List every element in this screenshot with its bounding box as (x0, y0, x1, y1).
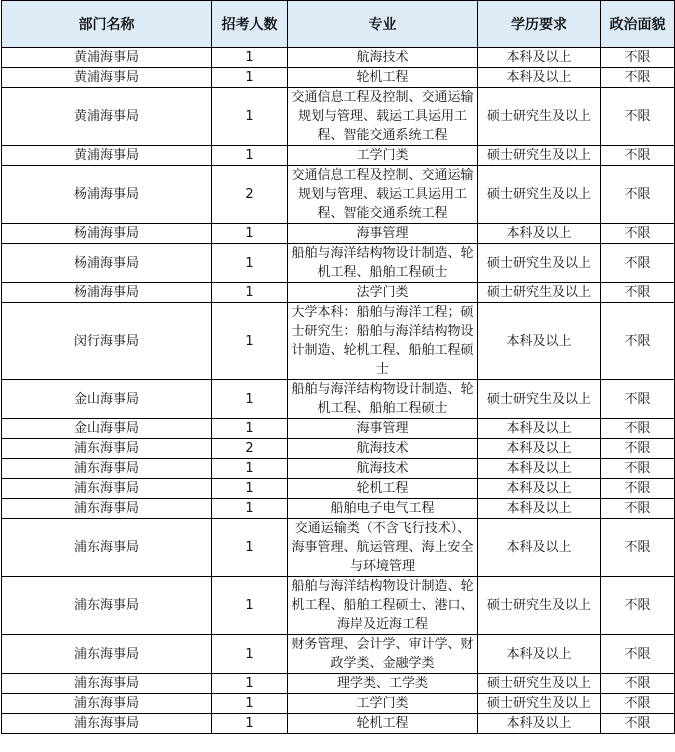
header-political: 政治面貌 (601, 1, 675, 48)
cell-political: 不限 (601, 459, 675, 479)
cell-dept: 浦东海事局 (2, 674, 212, 694)
cell-political: 不限 (601, 714, 675, 734)
cell-major: 船舶与海洋结构物设计制造、轮机工程、船舶工程硕士 (288, 380, 478, 419)
header-major: 专业 (288, 1, 478, 48)
cell-dept: 黄浦海事局 (2, 68, 212, 88)
cell-political: 不限 (601, 244, 675, 283)
cell-major: 工学门类 (288, 694, 478, 714)
cell-dept: 浦东海事局 (2, 635, 212, 674)
table-row (2, 577, 675, 635)
cell-edu: 硕士研究生及以上 (478, 694, 601, 714)
cell-count: 1 (212, 88, 288, 146)
cell-edu: 本科及以上 (478, 635, 601, 674)
table-row (2, 635, 675, 674)
cell-count: 1 (212, 499, 288, 519)
cell-political: 不限 (601, 380, 675, 419)
table-header (2, 1, 675, 48)
cell-edu: 本科及以上 (478, 224, 601, 244)
cell-dept: 浦东海事局 (2, 459, 212, 479)
cell-dept: 浦东海事局 (2, 714, 212, 734)
cell-dept: 浦东海事局 (2, 499, 212, 519)
cell-dept: 闵行海事局 (2, 303, 212, 380)
table-row (2, 48, 675, 68)
cell-edu: 硕士研究生及以上 (478, 577, 601, 635)
cell-major: 航海技术 (288, 459, 478, 479)
cell-edu: 本科及以上 (478, 519, 601, 577)
table-row (2, 166, 675, 224)
cell-count: 2 (212, 166, 288, 224)
cell-political: 不限 (601, 577, 675, 635)
cell-count: 1 (212, 577, 288, 635)
cell-political: 不限 (601, 499, 675, 519)
table-row (2, 714, 675, 734)
cell-count: 1 (212, 146, 288, 166)
cell-major: 海事管理 (288, 224, 478, 244)
cell-political: 不限 (601, 48, 675, 68)
cell-edu: 硕士研究生及以上 (478, 146, 601, 166)
cell-count: 1 (212, 303, 288, 380)
table-row (2, 499, 675, 519)
cell-political: 不限 (601, 303, 675, 380)
cell-count: 1 (212, 68, 288, 88)
cell-political: 不限 (601, 694, 675, 714)
table-row (2, 674, 675, 694)
cell-count: 1 (212, 635, 288, 674)
cell-dept: 黄浦海事局 (2, 146, 212, 166)
cell-political: 不限 (601, 88, 675, 146)
cell-political: 不限 (601, 146, 675, 166)
table-row (2, 88, 675, 146)
cell-dept: 浦东海事局 (2, 577, 212, 635)
cell-edu: 硕士研究生及以上 (478, 674, 601, 694)
cell-edu: 本科及以上 (478, 459, 601, 479)
cell-political: 不限 (601, 635, 675, 674)
cell-major: 航海技术 (288, 439, 478, 459)
cell-dept: 杨浦海事局 (2, 224, 212, 244)
cell-major: 轮机工程 (288, 714, 478, 734)
cell-count: 1 (212, 459, 288, 479)
cell-count: 1 (212, 48, 288, 68)
cell-dept: 浦东海事局 (2, 479, 212, 499)
cell-count: 1 (212, 283, 288, 303)
cell-major: 大学本科：船舶与海洋工程；硕士研究生：船舶与海洋结构物设计制造、轮机工程、船舶工程硕士 (288, 303, 478, 380)
table-row (2, 519, 675, 577)
cell-edu: 硕士研究生及以上 (478, 166, 601, 224)
recruitment-table (1, 0, 675, 734)
table-row (2, 459, 675, 479)
cell-dept: 杨浦海事局 (2, 244, 212, 283)
cell-count: 1 (212, 674, 288, 694)
cell-edu: 本科及以上 (478, 303, 601, 380)
cell-dept: 黄浦海事局 (2, 48, 212, 68)
cell-edu: 本科及以上 (478, 419, 601, 439)
table-row (2, 224, 675, 244)
table-row (2, 479, 675, 499)
cell-edu: 本科及以上 (478, 714, 601, 734)
cell-edu: 硕士研究生及以上 (478, 244, 601, 283)
cell-edu: 本科及以上 (478, 68, 601, 88)
cell-dept: 杨浦海事局 (2, 283, 212, 303)
cell-edu: 本科及以上 (478, 499, 601, 519)
cell-edu: 本科及以上 (478, 479, 601, 499)
cell-count: 1 (212, 519, 288, 577)
table-row (2, 146, 675, 166)
cell-major: 法学门类 (288, 283, 478, 303)
cell-major: 理学类、工学类 (288, 674, 478, 694)
table-row (2, 68, 675, 88)
cell-political: 不限 (601, 439, 675, 459)
cell-edu: 硕士研究生及以上 (478, 88, 601, 146)
cell-major: 交通信息工程及控制、交通运输规划与管理、载运工具运用工程、智能交通系统工程 (288, 166, 478, 224)
header-dept: 部门名称 (2, 1, 212, 48)
cell-political: 不限 (601, 68, 675, 88)
header-row (2, 1, 675, 48)
cell-count: 1 (212, 419, 288, 439)
cell-major: 海事管理 (288, 419, 478, 439)
table-row (2, 303, 675, 380)
cell-count: 1 (212, 479, 288, 499)
cell-political: 不限 (601, 674, 675, 694)
cell-major: 船舶与海洋结构物设计制造、轮机工程、船舶工程硕士 (288, 244, 478, 283)
cell-major: 交通信息工程及控制、交通运输规划与管理、载运工具运用工程、智能交通系统工程 (288, 88, 478, 146)
cell-major: 轮机工程 (288, 68, 478, 88)
cell-political: 不限 (601, 224, 675, 244)
table-row (2, 439, 675, 459)
cell-dept: 浦东海事局 (2, 694, 212, 714)
cell-dept: 杨浦海事局 (2, 166, 212, 224)
cell-count: 1 (212, 224, 288, 244)
cell-political: 不限 (601, 283, 675, 303)
header-count: 招考人数 (212, 1, 288, 48)
cell-edu: 本科及以上 (478, 48, 601, 68)
header-edu: 学历要求 (478, 1, 601, 48)
cell-political: 不限 (601, 519, 675, 577)
cell-major: 航海技术 (288, 48, 478, 68)
cell-major: 船舶与海洋结构物设计制造、轮机工程、船舶工程硕士、港口、海岸及近海工程 (288, 577, 478, 635)
table-row (2, 380, 675, 419)
cell-count: 1 (212, 714, 288, 734)
cell-political: 不限 (601, 166, 675, 224)
cell-edu: 硕士研究生及以上 (478, 380, 601, 419)
cell-major: 财务管理、会计学、审计学、财政学类、金融学类 (288, 635, 478, 674)
cell-dept: 黄浦海事局 (2, 88, 212, 146)
cell-dept: 浦东海事局 (2, 439, 212, 459)
cell-major: 船舶电子电气工程 (288, 499, 478, 519)
table-row (2, 244, 675, 283)
table-row (2, 419, 675, 439)
table-body (2, 48, 675, 734)
cell-political: 不限 (601, 419, 675, 439)
cell-dept: 浦东海事局 (2, 519, 212, 577)
cell-count: 1 (212, 380, 288, 419)
cell-major: 工学门类 (288, 146, 478, 166)
table-row (2, 694, 675, 714)
cell-political: 不限 (601, 479, 675, 499)
cell-count: 1 (212, 244, 288, 283)
cell-dept: 金山海事局 (2, 380, 212, 419)
cell-count: 2 (212, 439, 288, 459)
table-row (2, 283, 675, 303)
cell-edu: 硕士研究生及以上 (478, 283, 601, 303)
cell-count: 1 (212, 694, 288, 714)
cell-edu: 本科及以上 (478, 439, 601, 459)
cell-major: 交通运输类（不含飞行技术）、海事管理、航运管理、海上安全与环境管理 (288, 519, 478, 577)
cell-dept: 金山海事局 (2, 419, 212, 439)
cell-major: 轮机工程 (288, 479, 478, 499)
